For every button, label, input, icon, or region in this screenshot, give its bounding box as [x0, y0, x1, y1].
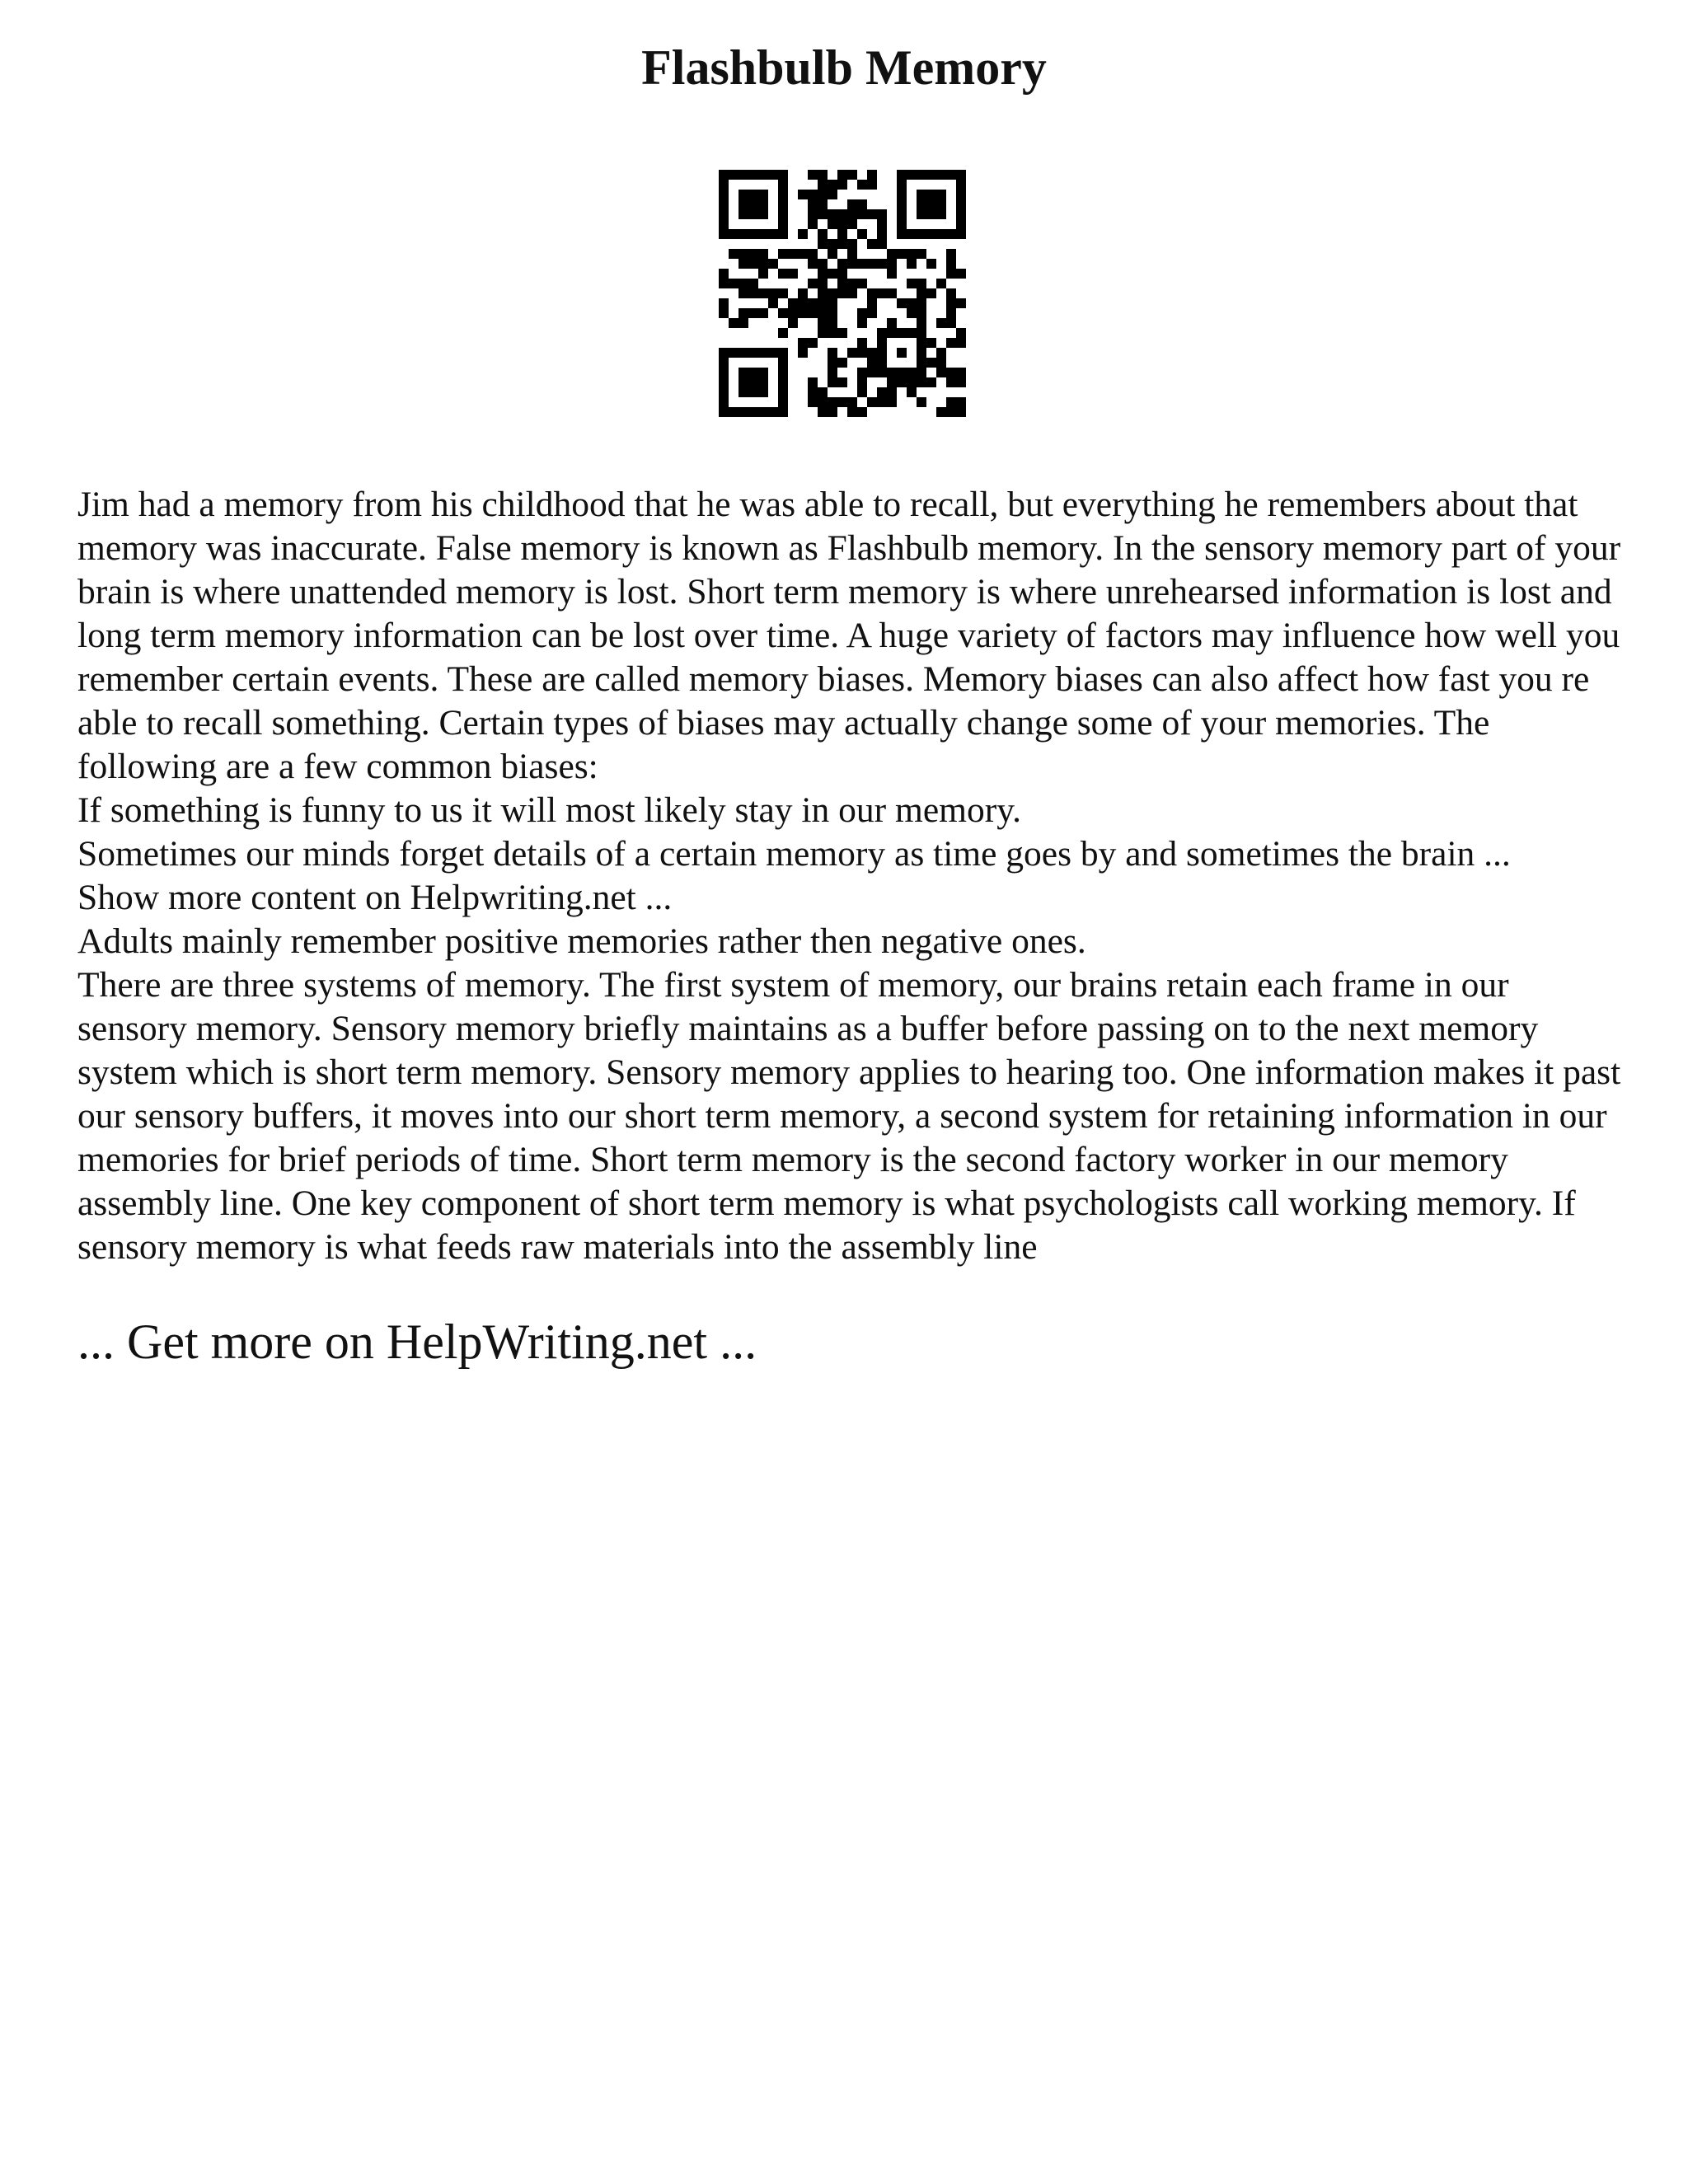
page-title: Flashbulb Memory: [641, 40, 1047, 95]
paragraph: There are three systems of memory. The first system of memory, our brains retain each frame in our sensory memory. Sensory memory briefly maintains as a buffer before passing on to the next memory system which is short term memory. Sensory memory applies to hearing too. One information makes it past our sensory buffers, it moves into our short term memory, a second system for retaining information in our memories for brief periods of time. Short term memory is the second factory worker in our memory assembly line. One key component of short term memory is what psychologists call working memory. If sensory memory is what feeds raw materials into the assembly line: [77, 965, 1621, 1267]
get-more-link[interactable]: ... Get more on HelpWriting.net ...: [77, 1315, 757, 1369]
paragraph: Adults mainly remember positive memories rather then negative ones.: [77, 921, 1086, 961]
show-more-text: Show more content on Helpwriting.net ...: [77, 878, 673, 917]
paragraph: Jim had a memory from his childhood that he was able to recall, but everything he remembers about that memory was inaccurate. False memory is known as Flashbulb memory. In the sensory memory part of your brain is where unattended memory is lost. Short term memory is where unrehearsed information is lost and long term memory information can be lost over time. A huge variety of factors may influence how well you remember certain events. These are called memory biases. Memory biases can also affect how fast you re able to recall something. Certain types of biases may actually change some of your memories. The following are a few common biases:: [77, 485, 1621, 786]
paragraph: If something is funny to us it will most likely stay in our memory.: [77, 790, 1022, 830]
qr-code-icon: [719, 170, 966, 417]
paragraph: Sometimes our minds forget details of a certain memory as time goes by and sometimes the brain ...: [77, 834, 1511, 874]
article-body: [77, 483, 1627, 1269]
